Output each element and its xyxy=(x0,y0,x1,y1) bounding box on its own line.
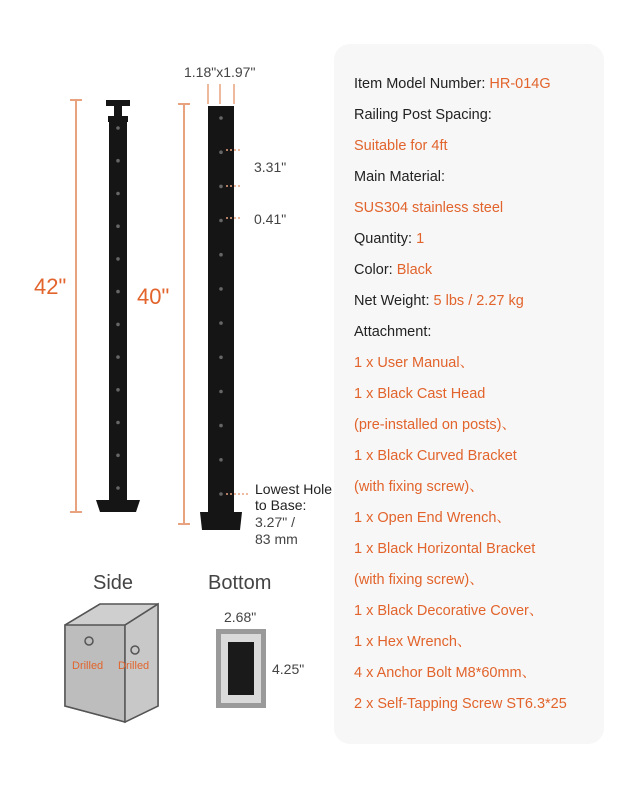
post-height-dimension xyxy=(178,104,190,524)
spec-value: 4 x Anchor Bolt M8*60mm、 xyxy=(354,665,537,681)
post-hole xyxy=(219,150,223,154)
spec-value: 1 x Black Decorative Cover、 xyxy=(354,603,544,619)
post-hole xyxy=(219,492,223,496)
spec-value: 1 x Black Curved Bracket xyxy=(354,448,517,464)
spec-value: 1 x Open End Wrench、 xyxy=(354,510,511,526)
post-hole xyxy=(116,126,120,130)
bottom-length-label: 4.25" xyxy=(272,661,305,677)
spec-value: 1 x Black Cast Head xyxy=(354,386,486,402)
spec-key: Color: xyxy=(354,262,397,278)
post-hole xyxy=(116,421,120,425)
post-hole xyxy=(219,287,223,291)
post-height-label: 40" xyxy=(137,284,170,309)
post-hole xyxy=(116,224,120,228)
hole-diameter-label: 0.41" xyxy=(254,211,287,227)
total-height-label: 42" xyxy=(34,274,67,299)
spec-key: Attachment: xyxy=(354,324,432,340)
post-hole xyxy=(219,356,223,360)
drilled-right-label: Drilled xyxy=(118,660,150,672)
lowest-hole-value-1: 3.27" / xyxy=(255,514,295,530)
spec-key: Quantity: xyxy=(354,231,417,247)
spec-value: SUS304 stainless steel xyxy=(354,200,504,216)
bottom-width-label: 2.68" xyxy=(224,609,257,625)
post-hole xyxy=(116,290,120,294)
post-hole xyxy=(219,321,223,325)
spec-value: (with fixing screw)、 xyxy=(354,572,484,588)
post-hole xyxy=(116,192,120,196)
post-hole xyxy=(219,390,223,394)
post-hole xyxy=(116,454,120,458)
spec-key: Railing Post Spacing: xyxy=(354,107,492,123)
post-hole xyxy=(116,257,120,261)
post-hole xyxy=(116,486,120,490)
post-hole xyxy=(219,458,223,462)
post-hole xyxy=(116,159,120,163)
spec-value: 1 x Hex Wrench、 xyxy=(354,634,472,650)
spec-key: Item Model Number: xyxy=(354,76,490,92)
spec-value: 1 x User Manual、 xyxy=(354,355,475,371)
post-hole xyxy=(219,116,223,120)
spec-value: Suitable for 4ft xyxy=(354,138,448,154)
bottom-view xyxy=(216,629,266,708)
spec-key: Main Material: xyxy=(354,169,446,185)
side-view-title: Side xyxy=(93,572,134,594)
post-without-head xyxy=(200,84,248,530)
cross-section-label: 1.18"x1.97" xyxy=(184,64,256,80)
post-hole xyxy=(219,253,223,257)
spec-value: 2 x Self-Tapping Screw ST6.3*25 xyxy=(354,696,567,712)
spec-value: (with fixing screw)、 xyxy=(354,479,484,495)
post-hole xyxy=(219,424,223,428)
post-hole xyxy=(116,355,120,359)
spec-value: 5 lbs / 2.27 kg xyxy=(433,293,524,309)
bottom-view-title: Bottom xyxy=(208,572,272,594)
lowest-hole-label-1: Lowest Hole xyxy=(255,481,333,497)
hole-spacing-label: 3.31" xyxy=(254,159,287,175)
spec-value: (pre-installed on posts)、 xyxy=(354,417,516,433)
spec-value: 1 xyxy=(416,231,425,247)
post-hole xyxy=(116,323,120,327)
post-hole xyxy=(219,185,223,189)
post-hole xyxy=(219,219,223,223)
spec-value: Black xyxy=(396,262,433,278)
spec-value: 1 x Black Horizontal Bracket xyxy=(354,541,536,557)
post-hole xyxy=(116,388,120,392)
total-height-dimension xyxy=(70,100,82,512)
post-with-head xyxy=(96,100,140,512)
drilled-left-label: Drilled xyxy=(72,660,104,672)
lowest-hole-value-2: 83 mm xyxy=(255,531,298,547)
lowest-hole-label-2: to Base: xyxy=(255,497,307,513)
spec-key: Net Weight: xyxy=(354,293,434,309)
spec-value: HR-014G xyxy=(489,76,551,92)
